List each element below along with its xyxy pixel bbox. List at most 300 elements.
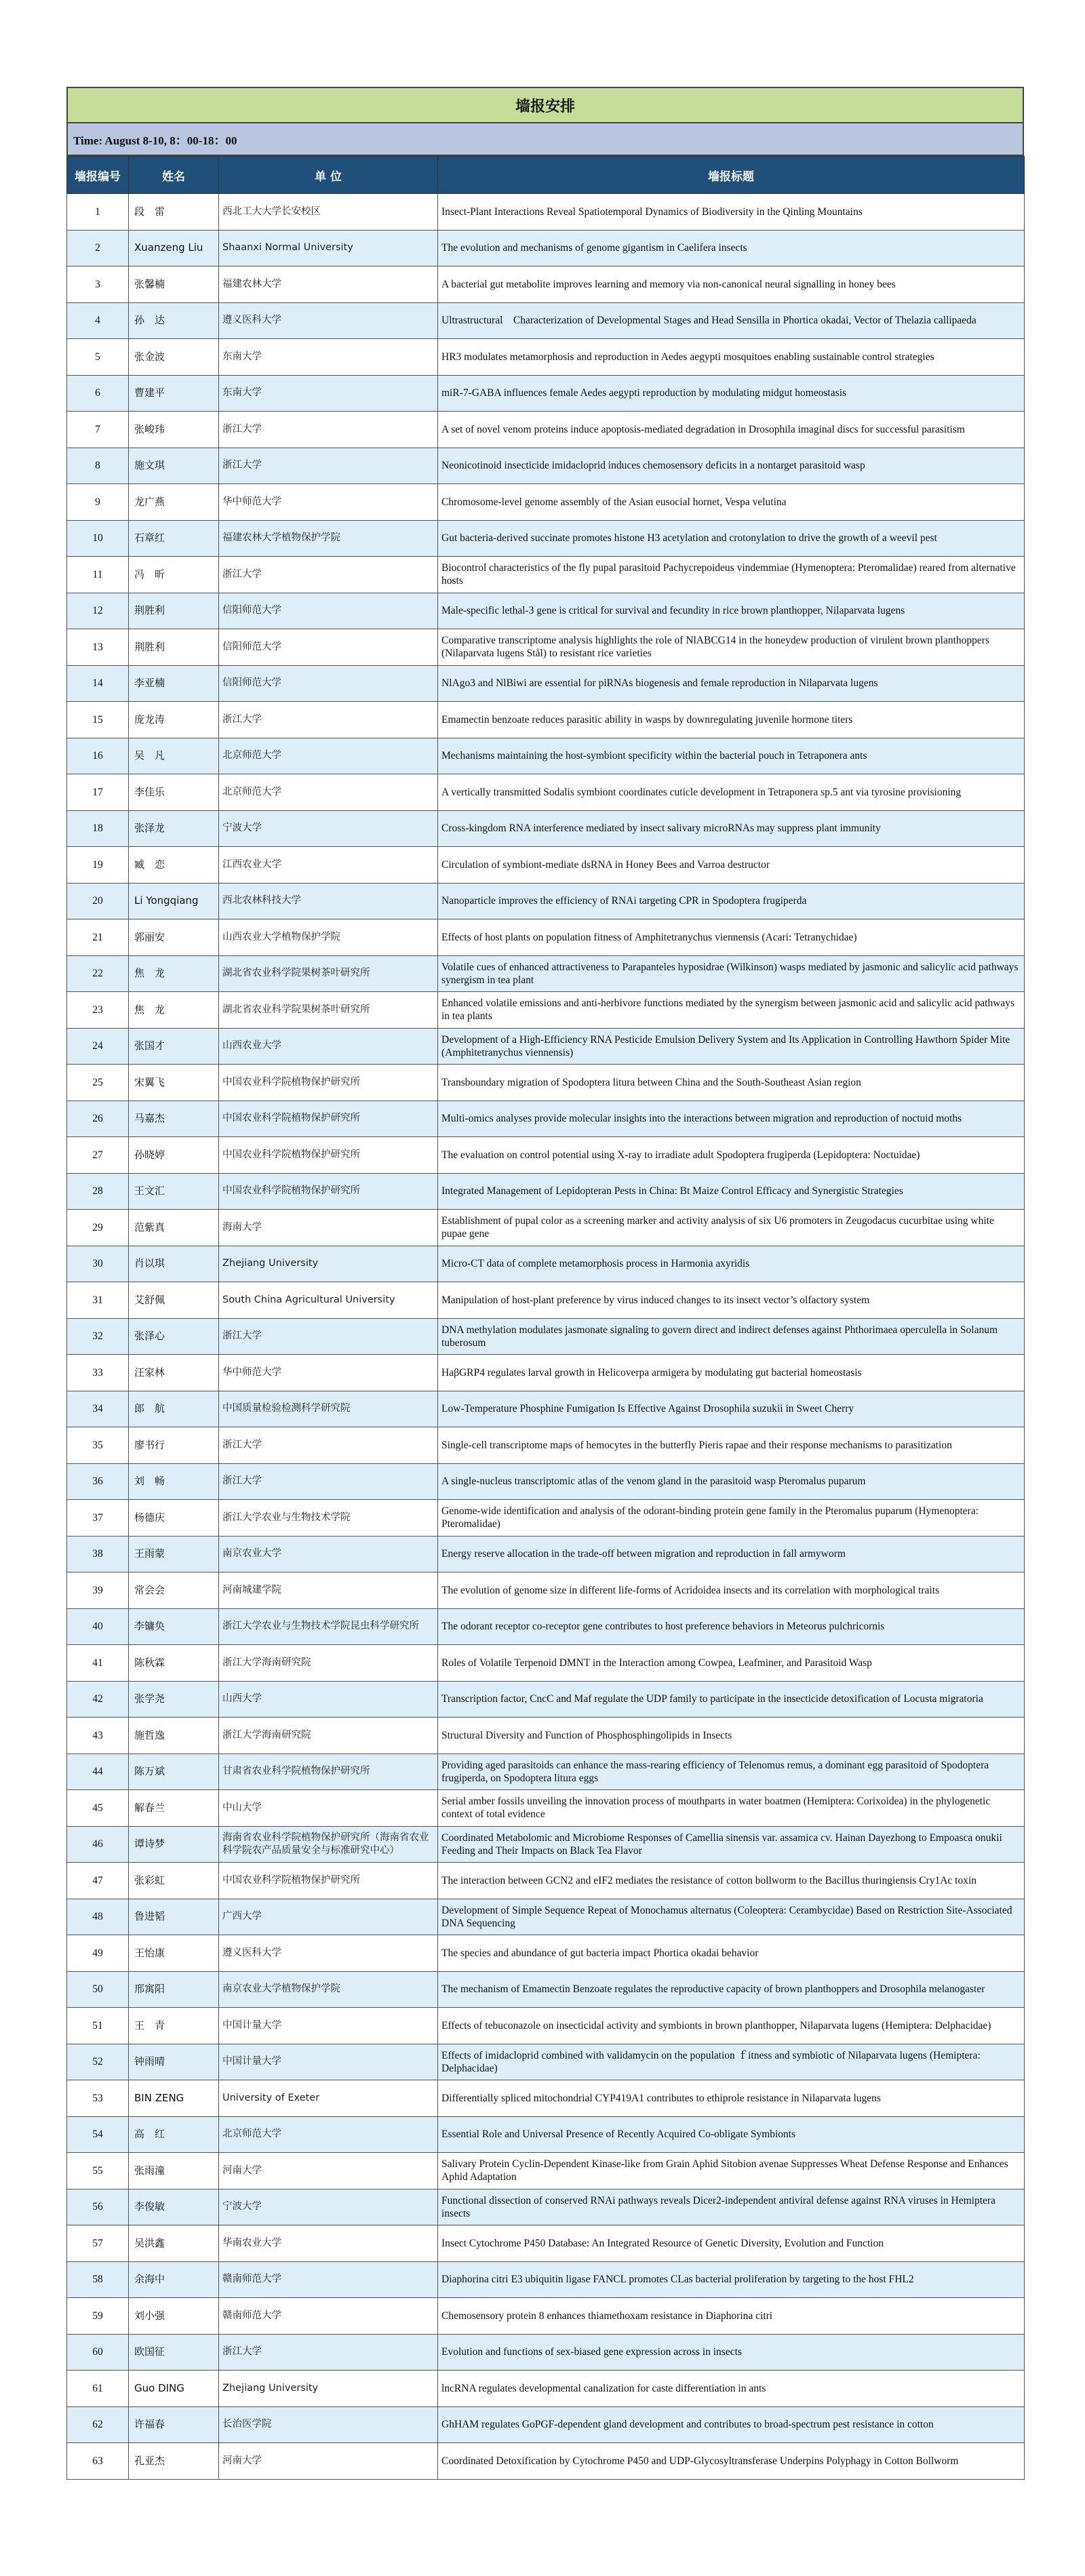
time-range: Time: August 8-10, 8：00-18：00 (66, 123, 1024, 156)
presenter-name: 石章红 (129, 520, 219, 557)
presenter-name: 张学尧 (129, 1681, 219, 1718)
poster-title: Effects of imidacloprid combined with validamycin on the population ｆitness and symbiotic of Nilaparvata lugens (Hemiptera: Delphacidae) (438, 2044, 1025, 2080)
presenter-name: 焦 龙 (129, 955, 219, 992)
poster-number: 7 (67, 412, 129, 448)
affiliation: 赣南师范大学 (219, 2298, 438, 2335)
table-row (67, 2371, 1025, 2407)
poster-title: HaβGRP4 regulates larval growth in Helicoverpa armigera by modulating gut bacterial homeostasis (438, 1355, 1025, 1391)
table-row (67, 1753, 1025, 1790)
poster-title: The evaluation on control potential using X-ray to irradiate adult Spodoptera frugiperda (Lepidoptera: Noctuidae) (438, 1137, 1025, 1174)
poster-number: 40 (67, 1608, 129, 1645)
presenter-name: 谭诗梦 (129, 1826, 219, 1863)
presenter-name: 杨德庆 (129, 1500, 219, 1537)
affiliation: 赣南师范大学 (219, 2261, 438, 2298)
poster-title: Integrated Management of Lepidopteran Pests in China: Bt Maize Control Efficacy and Synergistic Strategies (438, 1173, 1025, 1210)
affiliation: 中山大学 (219, 1790, 438, 1827)
poster-title: A set of novel venom proteins induce apoptosis-mediated degradation in Drosophila imaginal discs for successful parasitism (438, 412, 1025, 448)
poster-title: Effects of tebuconazole on insecticidal activity and symbionts in brown planthopper, Nilaparvata lugens (Hemiptera: Delphacidae) (438, 2008, 1025, 2044)
table-row (67, 1500, 1025, 1537)
affiliation: 河南城建学院 (219, 1572, 438, 1609)
affiliation: 中国计量大学 (219, 2008, 438, 2044)
presenter-name: 郭丽安 (129, 919, 219, 956)
table-row (67, 1826, 1025, 1863)
presenter-name: 宋翼飞 (129, 1065, 219, 1101)
table-row (67, 593, 1025, 629)
presenter-name: 王怡康 (129, 1935, 219, 1972)
poster-title: Structural Diversity and Function of Phosphosphingolipids in Insects (438, 1718, 1025, 1754)
poster-number: 22 (67, 955, 129, 992)
presenter-name: 孙 达 (129, 302, 219, 339)
poster-title: Salivary Protein Cyclin-Dependent Kinase-like from Grain Aphid Sitobion avenae Suppresses Wheat Defense Response and Enhances Aphid Adaptation (438, 2153, 1025, 2189)
poster-number: 16 (67, 738, 129, 774)
poster-number: 18 (67, 810, 129, 847)
poster-number: 25 (67, 1065, 129, 1101)
poster-title: Coordinated Metabolomic and Microbiome Responses of Camellia sinensis var. assamica cv. Hainan Dayezhong to Empoasca onukii Feeding and Their Impacts on Black Tea Flavor (438, 1826, 1025, 1863)
poster-number: 31 (67, 1282, 129, 1319)
presenter-name: 许福春 (129, 2406, 219, 2443)
poster-title: miR-7-GABA influences female Aedes aegypti reproduction by modulating midgut homeostasis (438, 375, 1025, 412)
affiliation: 海南省农业科学院植物保护研究所（海南省农业科学院农产品质量安全与标准研究中心） (219, 1826, 438, 1863)
table-row (67, 847, 1025, 884)
poster-title: Transcription factor, CncC and Maf regulate the UDP family to participate in the insecticide detoxification of Locusta migratoria (438, 1681, 1025, 1718)
poster-title: Diaphorina citri E3 ubiquitin ligase FANCL promotes CLas bacterial proliferation by targeting to the host FHL2 (438, 2261, 1025, 2298)
poster-schedule-sheet (66, 87, 1024, 2480)
poster-title: Multi-omics analyses provide molecular insights into the interactions between migration and reproduction of noctuid moths (438, 1101, 1025, 1137)
table-row (67, 2225, 1025, 2262)
poster-number: 41 (67, 1645, 129, 1682)
poster-number: 28 (67, 1173, 129, 1210)
table-row (67, 1681, 1025, 1718)
affiliation: 浙江大学农业与生物技术学院 (219, 1500, 438, 1537)
poster-number: 62 (67, 2406, 129, 2443)
affiliation: 南京农业大学 (219, 1536, 438, 1572)
poster-number: 6 (67, 375, 129, 412)
poster-title: Providing aged parasitoids can enhance the mass-rearing efficiency of Telenomus remus, a dominant egg parasitoid of Spodoptera frugiperda, on Spodoptera litura eggs (438, 1753, 1025, 1790)
table-row (67, 2008, 1025, 2044)
presenter-name: 陈秋霖 (129, 1645, 219, 1682)
poster-number: 33 (67, 1355, 129, 1391)
poster-number: 61 (67, 2371, 129, 2407)
poster-number: 24 (67, 1028, 129, 1065)
poster-title: Micro-CT data of complete metamorphosis process in Harmonia axyridis (438, 1246, 1025, 1282)
poster-title: GhHAM regulates GoPGF-dependent gland development and contributes to broad-spectrum pest resistance in cotton (438, 2406, 1025, 2443)
presenter-name: 常会会 (129, 1572, 219, 1609)
table-row (67, 1608, 1025, 1645)
col-header-unit: 单 位 (219, 157, 438, 194)
poster-number: 17 (67, 774, 129, 811)
table-row (67, 702, 1025, 738)
table-row (67, 919, 1025, 956)
poster-number: 57 (67, 2225, 129, 2262)
affiliation: 山西农业大学植物保护学院 (219, 919, 438, 956)
affiliation: 河南大学 (219, 2153, 438, 2189)
poster-title: A vertically transmitted Sodalis symbiont coordinates cuticle development in Tetraponera sp.5 ant via tyrosine provisioning (438, 774, 1025, 811)
affiliation: 甘肃省农业科学院植物保护研究所 (219, 1753, 438, 1790)
table-row (67, 1790, 1025, 1827)
table-row (67, 1463, 1025, 1500)
table-row (67, 266, 1025, 303)
presenter-name: 施哲逸 (129, 1718, 219, 1754)
table-row (67, 1065, 1025, 1101)
poster-number: 37 (67, 1500, 129, 1537)
poster-number: 54 (67, 2116, 129, 2153)
poster-number: 53 (67, 2080, 129, 2117)
presenter-name: 肖以琪 (129, 1246, 219, 1282)
presenter-name: 王 青 (129, 2008, 219, 2044)
poster-number: 15 (67, 702, 129, 738)
affiliation: 华中师范大学 (219, 1355, 438, 1391)
affiliation: 信阳师范大学 (219, 665, 438, 702)
poster-title: Low-Temperature Phosphine Fumigation Is Effective Against Drosophila suzukii in Sweet Cherry (438, 1391, 1025, 1427)
affiliation: 浙江大学 (219, 448, 438, 484)
affiliation: 浙江大学海南研究院 (219, 1718, 438, 1754)
poster-number: 38 (67, 1536, 129, 1572)
poster-number: 63 (67, 2443, 129, 2480)
poster-title: Effects of host plants on population fitness of Amphitetranychus viennensis (Acari: Tetranychidae) (438, 919, 1025, 956)
table-row (67, 1028, 1025, 1065)
poster-title: The mechanism of Emamectin Benzoate regulates the reproductive capacity of brown planthoppers and Drosophila melanogaster (438, 1971, 1025, 2008)
poster-number: 39 (67, 1572, 129, 1609)
poster-title: Nanoparticle improves the efficiency of RNAi targeting CPR in Spodoptera frugiperda (438, 883, 1025, 919)
poster-number: 3 (67, 266, 129, 303)
poster-number: 32 (67, 1318, 129, 1355)
presenter-name: 李俊敏 (129, 2189, 219, 2225)
affiliation: 浙江大学 (219, 2334, 438, 2371)
poster-number: 56 (67, 2189, 129, 2225)
affiliation: University of Exeter (219, 2080, 438, 2117)
affiliation: 湖北省农业科学院果树茶叶研究所 (219, 992, 438, 1029)
poster-number: 42 (67, 1681, 129, 1718)
poster-number: 60 (67, 2334, 129, 2371)
presenter-name: 解春兰 (129, 1790, 219, 1827)
table-row (67, 302, 1025, 339)
presenter-name: 陈万斌 (129, 1753, 219, 1790)
poster-title: Development of Simple Sequence Repeat of Monochamus alternatus (Coleoptera: Cerambycidae) Based on Restriction Site-Associated DNA Sequencing (438, 1899, 1025, 1935)
table-row (67, 1355, 1025, 1391)
presenter-name: 张国才 (129, 1028, 219, 1065)
poster-number: 23 (67, 992, 129, 1029)
poster-number: 35 (67, 1427, 129, 1464)
affiliation: Shaanxi Normal University (219, 230, 438, 266)
presenter-name: 廖书行 (129, 1427, 219, 1464)
affiliation: 福建农林大学植物保护学院 (219, 520, 438, 557)
poster-number: 19 (67, 847, 129, 884)
poster-number: 30 (67, 1246, 129, 1282)
table-row (67, 810, 1025, 847)
table-row (67, 1210, 1025, 1246)
table-row (67, 1971, 1025, 2008)
presenter-name: 钟雨晴 (129, 2044, 219, 2080)
table-row (67, 992, 1025, 1029)
presenter-name: 孙晓婷 (129, 1137, 219, 1174)
table-row (67, 2406, 1025, 2443)
affiliation: 中国质量检验检测科学研究院 (219, 1391, 438, 1427)
sheet-title: 墙报安排 (66, 87, 1024, 123)
table-row (67, 774, 1025, 811)
poster-number: 52 (67, 2044, 129, 2080)
table-row (67, 2153, 1025, 2189)
affiliation: Zhejiang University (219, 1246, 438, 1282)
affiliation: Zhejiang University (219, 2371, 438, 2407)
presenter-name: Li Yongqiang (129, 883, 219, 919)
poster-title: DNA methylation modulates jasmonate signaling to govern direct and indirect defenses against Phthorimaea operculella in Solanum tuberosum (438, 1318, 1025, 1355)
poster-number: 50 (67, 1971, 129, 2008)
poster-number: 45 (67, 1790, 129, 1827)
poster-number: 26 (67, 1101, 129, 1137)
poster-title: Serial amber fossils unveiling the innovation process of mouthparts in water boatmen (Hemiptera: Corixoidea) in the phylogenetic context of total evidence (438, 1790, 1025, 1827)
col-header-title: 墙报标题 (438, 157, 1025, 194)
poster-title: Energy reserve allocation in the trade-off between migration and reproduction in fall armyworm (438, 1536, 1025, 1572)
poster-number: 1 (67, 194, 129, 231)
affiliation: 中国农业科学院植物保护研究所 (219, 1101, 438, 1137)
poster-number: 51 (67, 2008, 129, 2044)
poster-title: Development of a High-Efficiency RNA Pesticide Emulsion Delivery System and Its Application in Controlling Hawthorn Spider Mite (Amphitetranychus viennensis) (438, 1028, 1025, 1065)
poster-number: 46 (67, 1826, 129, 1863)
poster-title: Enhanced volatile emissions and anti-herbivore functions mediated by the synergism between jasmonic acid and salicylic acid pathways in tea plants (438, 992, 1025, 1029)
table-body (67, 194, 1025, 2480)
affiliation: 浙江大学 (219, 557, 438, 593)
presenter-name: 张峻玮 (129, 412, 219, 448)
presenter-name: 鲁进韬 (129, 1899, 219, 1935)
affiliation: 东南大学 (219, 339, 438, 376)
poster-title: Establishment of pupal color as a screening marker and activity analysis of six U6 promoters in Zeugodacus cucurbitae using white pupae gene (438, 1210, 1025, 1246)
table-row (67, 412, 1025, 448)
poster-title: Circulation of symbiont-mediate dsRNA in Honey Bees and Varroa destructor (438, 847, 1025, 884)
affiliation: 宁波大学 (219, 2189, 438, 2225)
poster-number: 36 (67, 1463, 129, 1500)
presenter-name: 刘 畅 (129, 1463, 219, 1500)
table-row (67, 375, 1025, 412)
poster-title: Ultrastructural Characterization of Developmental Stages and Head Sensilla in Phortica okadai, Vector of Thelazia callipaeda (438, 302, 1025, 339)
poster-title: A single-nucleus transcriptomic atlas of the venom gland in the parasitoid wasp Pteromalus puparum (438, 1463, 1025, 1500)
poster-title: Male-specific lethal-3 gene is critical for survival and fecundity in rice brown planthopper, Nilaparvata lugens (438, 593, 1025, 629)
table-row (67, 2443, 1025, 2480)
poster-number: 29 (67, 1210, 129, 1246)
affiliation: 西北工大大学长安校区 (219, 194, 438, 231)
presenter-name: 段 雷 (129, 194, 219, 231)
presenter-name: 范紫真 (129, 1210, 219, 1246)
poster-title: Insect-Plant Interactions Reveal Spatiotemporal Dynamics of Biodiversity in the Qinling Mountains (438, 194, 1025, 231)
poster-number: 8 (67, 448, 129, 484)
table-row (67, 1101, 1025, 1137)
poster-number: 20 (67, 883, 129, 919)
poster-number: 9 (67, 484, 129, 521)
affiliation: 河南大学 (219, 2443, 438, 2480)
affiliation: 江西农业大学 (219, 847, 438, 884)
table-row (67, 1427, 1025, 1464)
presenter-name: 施文琪 (129, 448, 219, 484)
poster-title: Genome-wide identification and analysis of the odorant-binding protein gene family in the Pteromalus puparum (Hymenoptera: Pteromalidae) (438, 1500, 1025, 1537)
poster-title: lncRNA regulates developmental canalization for caste differentiation in ants (438, 2371, 1025, 2407)
poster-number: 55 (67, 2153, 129, 2189)
affiliation: 浙江大学 (219, 1463, 438, 1500)
affiliation: 北京师范大学 (219, 774, 438, 811)
poster-number: 10 (67, 520, 129, 557)
presenter-name: 郎 航 (129, 1391, 219, 1427)
affiliation: 华中师范大学 (219, 484, 438, 521)
presenter-name: 张馨楠 (129, 266, 219, 303)
presenter-name: 曹建平 (129, 375, 219, 412)
affiliation: 遵义医科大学 (219, 1935, 438, 1972)
presenter-name: 张雨潼 (129, 2153, 219, 2189)
table-row (67, 1645, 1025, 1682)
affiliation: 北京师范大学 (219, 2116, 438, 2153)
presenter-name: 荆胜利 (129, 593, 219, 629)
presenter-name: 张彩虹 (129, 1863, 219, 1899)
poster-title: Volatile cues of enhanced attractiveness to Parapanteles hyposidrae (Wilkinson) wasps mediated by jasmonic and salicylic acid pathways synergism in tea plant (438, 955, 1025, 992)
poster-title: Manipulation of host-plant preference by virus induced changes to its insect vector’s olfactory system (438, 1282, 1025, 1319)
presenter-name: 吴 凡 (129, 738, 219, 774)
presenter-name: 王文汇 (129, 1173, 219, 1210)
affiliation: 山西农业大学 (219, 1028, 438, 1065)
table-row (67, 557, 1025, 593)
affiliation: 山西大学 (219, 1681, 438, 1718)
table-row (67, 448, 1025, 484)
affiliation: 中国农业科学院植物保护研究所 (219, 1065, 438, 1101)
poster-title: Mechanisms maintaining the host-symbiont specificity within the bacterial pouch in Tetraponera ants (438, 738, 1025, 774)
affiliation: 北京师范大学 (219, 738, 438, 774)
poster-table (66, 156, 1025, 2480)
presenter-name: Guo DING (129, 2371, 219, 2407)
poster-number: 2 (67, 230, 129, 266)
affiliation: 信阳师范大学 (219, 593, 438, 629)
table-row (67, 1282, 1025, 1319)
presenter-name: 余海中 (129, 2261, 219, 2298)
affiliation: 湖北省农业科学院果树茶叶研究所 (219, 955, 438, 992)
affiliation: 福建农林大学 (219, 266, 438, 303)
table-row (67, 2116, 1025, 2153)
poster-title: Gut bacteria-derived succinate promotes histone H3 acetylation and crotonylation to drive the growth of a weevil pest (438, 520, 1025, 557)
affiliation: 华南农业大学 (219, 2225, 438, 2262)
poster-number: 43 (67, 1718, 129, 1754)
presenter-name: 李佳乐 (129, 774, 219, 811)
affiliation: 信阳师范大学 (219, 629, 438, 666)
table-header-row (67, 157, 1025, 194)
poster-number: 4 (67, 302, 129, 339)
poster-number: 27 (67, 1137, 129, 1174)
affiliation: 浙江大学海南研究院 (219, 1645, 438, 1682)
table-row (67, 955, 1025, 992)
table-row (67, 1318, 1025, 1355)
table-row (67, 1137, 1025, 1174)
poster-title: Single-cell transcriptome maps of hemocytes in the butterfly Pieris rapae and their response mechanisms to parasitization (438, 1427, 1025, 1464)
presenter-name: 王雨蒙 (129, 1536, 219, 1572)
affiliation: 海南大学 (219, 1210, 438, 1246)
presenter-name: 李亚楠 (129, 665, 219, 702)
table-row (67, 2080, 1025, 2117)
table-row (67, 339, 1025, 376)
table-row (67, 520, 1025, 557)
presenter-name: 庞龙涛 (129, 702, 219, 738)
affiliation: 浙江大学 (219, 412, 438, 448)
poster-title: HR3 modulates metamorphosis and reproduction in Aedes aegypti mosquitoes enabling sustainable control strategies (438, 339, 1025, 376)
poster-title: The interaction between GCN2 and eIF2 mediates the resistance of cotton bollworm to the Bacillus thuringiensis Cry1Ac toxin (438, 1863, 1025, 1899)
presenter-name: 荆胜利 (129, 629, 219, 666)
table-row (67, 194, 1025, 231)
table-row (67, 738, 1025, 774)
table-row (67, 883, 1025, 919)
table-row (67, 1863, 1025, 1899)
presenter-name: BIN ZENG (129, 2080, 219, 2117)
presenter-name: 孔亚杰 (129, 2443, 219, 2480)
poster-title: NlAgo3 and NlBiwi are essential for piRNAs biogenesis and female reproduction in Nilaparvata lugens (438, 665, 1025, 702)
poster-title: The odorant receptor co-receptor gene contributes to host preference behaviors in Meteorus pulchricornis (438, 1608, 1025, 1645)
table-row (67, 1391, 1025, 1427)
table-row (67, 2189, 1025, 2225)
poster-title: Functional dissection of conserved RNAi pathways reveals Dicer2-independent antiviral defense against RNA viruses in Hemiptera insects (438, 2189, 1025, 2225)
affiliation: 中国农业科学院植物保护研究所 (219, 1137, 438, 1174)
poster-title: The species and abundance of gut bacteria impact Phortica okadai behavior (438, 1935, 1025, 1972)
presenter-name: 龙广燕 (129, 484, 219, 521)
table-row (67, 484, 1025, 521)
affiliation: 中国计量大学 (219, 2044, 438, 2080)
poster-number: 21 (67, 919, 129, 956)
table-row (67, 1899, 1025, 1935)
poster-title: Biocontrol characteristics of the fly pupal parasitoid Pachycrepoideus vindemmiae (Hymenoptera: Pteromalidae) reared from alternative hosts (438, 557, 1025, 593)
presenter-name: 张泽心 (129, 1318, 219, 1355)
presenter-name: 吴洪鑫 (129, 2225, 219, 2262)
poster-number: 44 (67, 1753, 129, 1790)
poster-title: Cross-kingdom RNA interference mediated by insect salivary microRNAs may suppress plant immunity (438, 810, 1025, 847)
table-row (67, 2334, 1025, 2371)
presenter-name: 冯 昕 (129, 557, 219, 593)
presenter-name: 邢寓阳 (129, 1971, 219, 2008)
poster-number: 14 (67, 665, 129, 702)
presenter-name: 高 红 (129, 2116, 219, 2153)
poster-title: Roles of Volatile Terpenoid DMNT in the Interaction among Cowpea, Leafminer, and Parasitoid Wasp (438, 1645, 1025, 1682)
affiliation: 遵义医科大学 (219, 302, 438, 339)
table-row (67, 1572, 1025, 1609)
presenter-name: 欧国征 (129, 2334, 219, 2371)
poster-number: 47 (67, 1863, 129, 1899)
poster-title: Differentially spliced mitochondrial CYP419A1 contributes to ethiprole resistance in Nilaparvata lugens (438, 2080, 1025, 2117)
affiliation: 西北农林科技大学 (219, 883, 438, 919)
poster-number: 48 (67, 1899, 129, 1935)
poster-title: Chemosensory protein 8 enhances thiamethoxam resistance in Diaphorina citri (438, 2298, 1025, 2335)
poster-title: Chromosome-level genome assembly of the Asian eusocial hornet, Vespa velutina (438, 484, 1025, 521)
table-row (67, 230, 1025, 266)
table-row (67, 1246, 1025, 1282)
presenter-name: 焦 龙 (129, 992, 219, 1029)
poster-title: Essential Role and Universal Presence of Recently Acquired Co-obligate Symbionts (438, 2116, 1025, 2153)
table-row (67, 665, 1025, 702)
affiliation: 中国农业科学院植物保护研究所 (219, 1173, 438, 1210)
table-row (67, 1718, 1025, 1754)
poster-number: 13 (67, 629, 129, 666)
presenter-name: 艾舒佩 (129, 1282, 219, 1319)
poster-number: 12 (67, 593, 129, 629)
col-header-number: 墙报编号 (67, 157, 129, 194)
affiliation: South China Agricultural University (219, 1282, 438, 1319)
affiliation: 浙江大学农业与生物技术学院昆虫科学研究所 (219, 1608, 438, 1645)
presenter-name: 张泽龙 (129, 810, 219, 847)
affiliation: 长治医学院 (219, 2406, 438, 2443)
table-row (67, 2044, 1025, 2080)
poster-number: 5 (67, 339, 129, 376)
poster-title: Coordinated Detoxification by Cytochrome P450 and UDP-Glycosyltransferase Underpins Polyphagy in Cotton Bollworm (438, 2443, 1025, 2480)
poster-title: Insect Cytochrome P450 Database: An Integrated Resource of Genetic Diversity, Evolution and Function (438, 2225, 1025, 2262)
affiliation: 浙江大学 (219, 702, 438, 738)
presenter-name: 张金波 (129, 339, 219, 376)
affiliation: 宁波大学 (219, 810, 438, 847)
presenter-name: 臧 恋 (129, 847, 219, 884)
table-row (67, 1173, 1025, 1210)
affiliation: 中国农业科学院植物保护研究所 (219, 1863, 438, 1899)
poster-number: 11 (67, 557, 129, 593)
presenter-name: 汪家林 (129, 1355, 219, 1391)
table-row (67, 2261, 1025, 2298)
table-row (67, 629, 1025, 666)
